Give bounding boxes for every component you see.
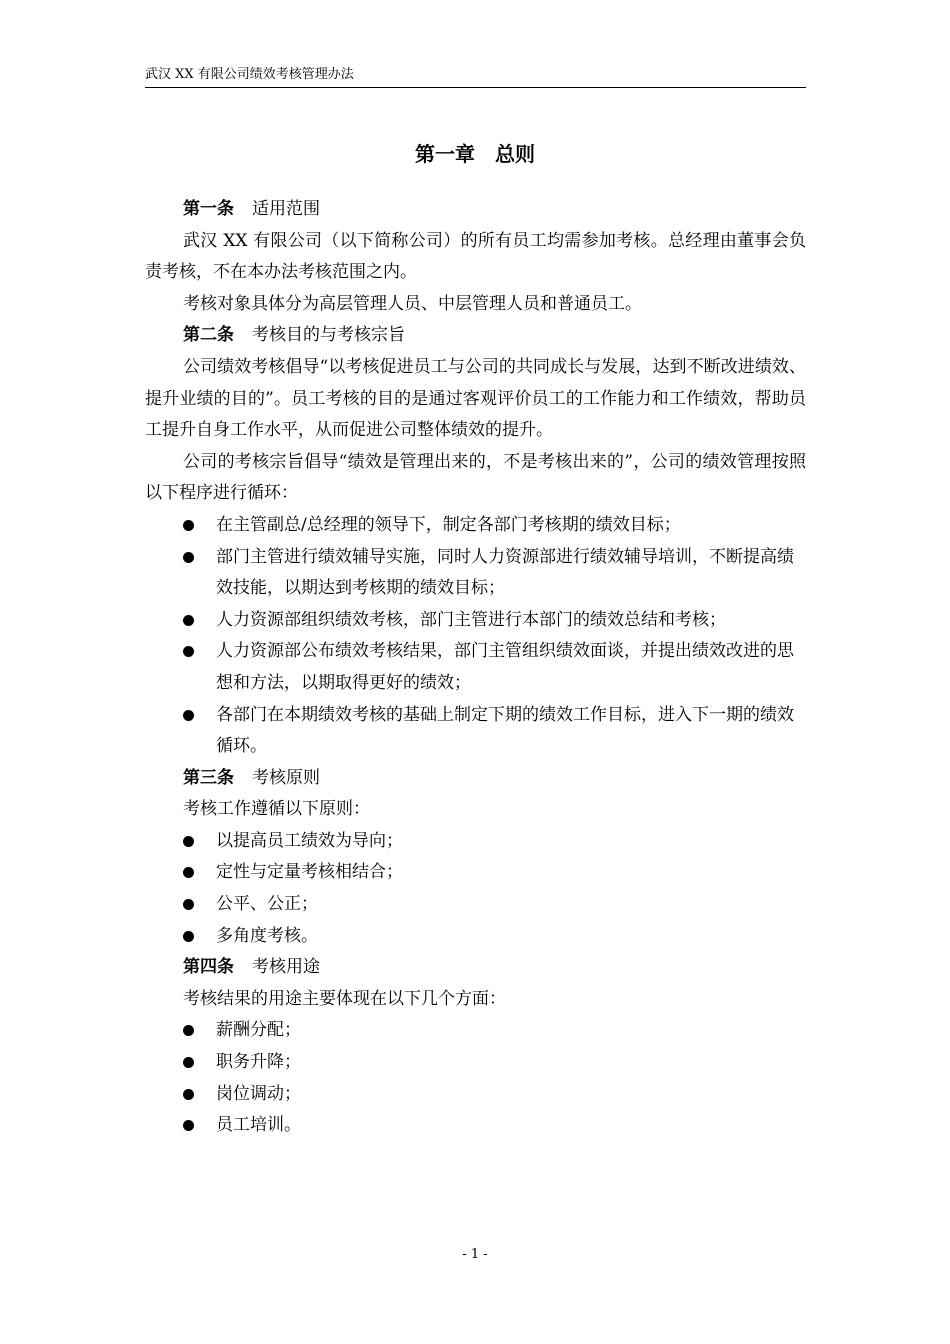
paragraph: 考核对象具体分为高层管理人员、中层管理人员和普通员工。 — [183, 293, 642, 314]
list-item: 多角度考核。 — [145, 921, 806, 953]
bullet-icon — [183, 520, 194, 531]
bullet-icon — [183, 867, 194, 878]
paragraph: 公司的考核宗旨倡导“绩效是管理出来的，不是考核出来的”，公司的绩效管理按照以下程序进行循环： — [145, 451, 806, 504]
article-label: 第二条 — [183, 325, 234, 346]
article-title: 考核目的与考核宗旨 — [252, 325, 405, 346]
bullet-icon — [183, 899, 194, 910]
bullet-icon — [183, 646, 194, 657]
article-2-heading — [145, 320, 806, 352]
list-item: 以提高员工绩效为导向； — [145, 826, 806, 858]
list-item: 定性与定量考核相结合； — [145, 857, 806, 889]
article-title: 考核原则 — [252, 767, 320, 788]
article-label: 第一条 — [183, 199, 234, 219]
list-item: 公平、公正； — [145, 889, 806, 921]
bullet-list — [145, 826, 806, 952]
paragraph: 武汉 XX 有限公司（以下简称公司）的所有员工均需参加考核。总经理由董事会负责考核，不在本办法考核范围之内。 — [145, 230, 806, 283]
bullet-icon — [183, 615, 194, 626]
list-item: 人力资源部公布绩效考核结果，部门主管组织绩效面谈，并提出绩效改进的思想和方法，以期取得更好的绩效； — [145, 636, 806, 699]
bullet-icon — [183, 836, 194, 847]
bullet-icon — [183, 1057, 194, 1068]
document-body — [145, 194, 806, 1142]
article-4-heading — [145, 952, 806, 984]
article-title: 适用范围 — [252, 199, 320, 219]
bullet-icon — [183, 710, 194, 721]
list-item: 各部门在本期绩效考核的基础上制定下期的绩效工作目标，进入下一期的绩效循环。 — [145, 700, 806, 763]
bullet-icon — [183, 1025, 194, 1036]
bullet-list — [145, 1015, 806, 1141]
article-label: 第四条 — [183, 957, 234, 978]
bullet-icon — [183, 931, 194, 942]
running-header: 武汉 XX 有限公司绩效考核管理办法 — [145, 66, 806, 88]
paragraph: 考核工作遵循以下原则： — [183, 799, 370, 820]
bullet-icon — [183, 1089, 194, 1100]
article-1-heading — [145, 194, 806, 226]
list-item: 人力资源部组织绩效考核，部门主管进行本部门的绩效总结和考核； — [145, 605, 806, 637]
list-item: 职务升降； — [145, 1047, 806, 1079]
bullet-list — [145, 510, 806, 763]
list-item: 在主管副总/总经理的领导下，制定各部门考核期的绩效目标； — [145, 510, 806, 542]
list-item: 岗位调动； — [145, 1079, 806, 1111]
list-item: 部门主管进行绩效辅导实施，同时人力资源部进行绩效辅导培训，不断提高绩效技能，以期达到考核期的绩效目标； — [145, 542, 806, 605]
article-label: 第三条 — [183, 767, 234, 788]
list-item: 薪酬分配； — [145, 1015, 806, 1047]
paragraph: 考核结果的用途主要体现在以下几个方面： — [183, 988, 506, 1009]
article-title: 考核用途 — [252, 957, 320, 978]
bullet-icon — [183, 1120, 194, 1131]
paragraph: 公司绩效考核倡导“以考核促进员工与公司的共同成长与发展，达到不断改进绩效、提升业绩的目的”。员工考核的目的是通过客观评价员工的工作能力和工作绩效，帮助员工提升自身工作水平，从而促进公司整体绩效的提升。 — [145, 356, 806, 441]
page-number: - 1 - — [462, 1247, 488, 1262]
list-item: 员工培训。 — [145, 1110, 806, 1142]
bullet-icon — [183, 552, 194, 563]
chapter-title: 第一章 总则 — [415, 142, 535, 166]
article-3-heading — [145, 763, 806, 795]
